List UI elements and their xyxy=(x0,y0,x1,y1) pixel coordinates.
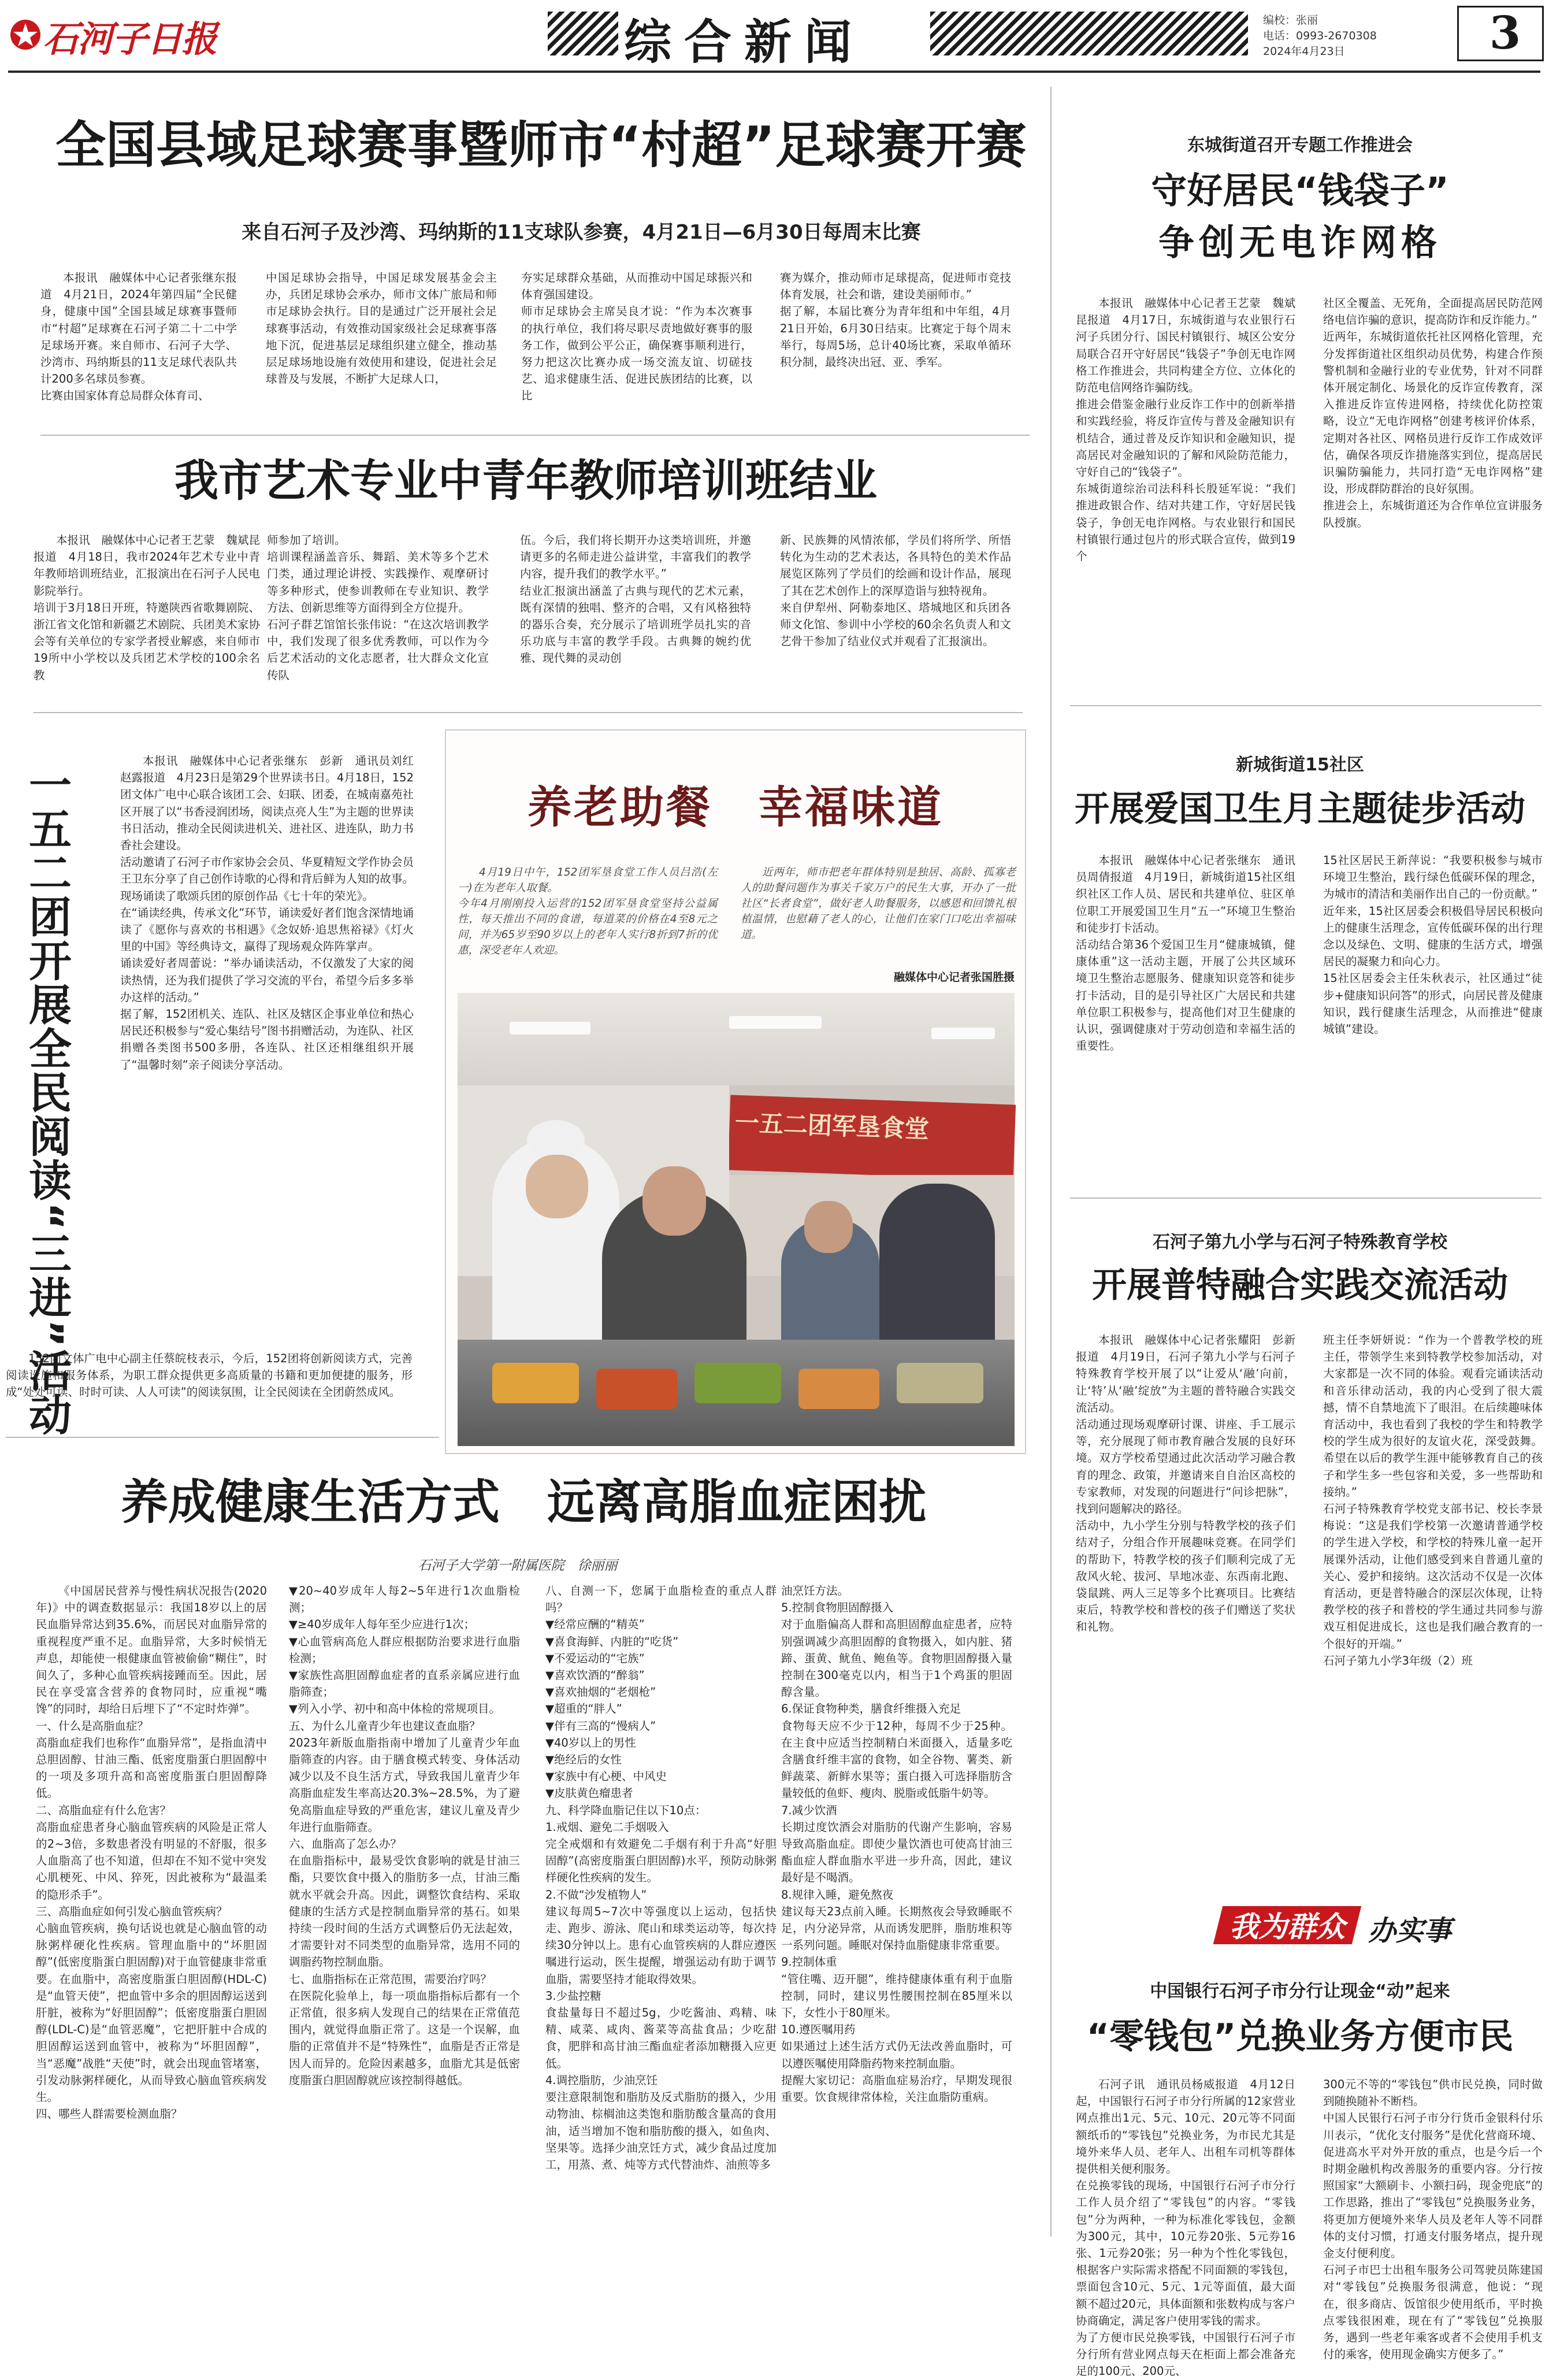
masthead-rule xyxy=(8,71,1540,73)
school-headline: 开展普特融合实践交流活动 xyxy=(1092,1265,1508,1306)
editor-info xyxy=(1263,13,1431,60)
health-col-1: 《中国居民营养与慢性病状况报告(2020年)》中的调查数据显示：我国18岁以上的居民血脂异常达到35.6%，而居民对血脂异常的重视程度严重不足。血脂异常，大多时候悄无声息，却能使一根健康血管被偷偷“糊住”，时间久了，多种心血管疾病接踵而至。因此，居民在享受富含营养的食物同时，应重视“嘴馋”的同时，却给日后埋下了“不定时炸弹”。 一、什么是高脂血症？ 高脂血症我们也称作“血脂异常”，是指血清中总胆固醇、甘油三酯、低密度脂蛋白胆固醇中的一项及多项升高和高密度脂蛋白胆固醇降低。 二、高脂血症有什么危害？ 高脂血症患者身心脑血管疾病的风险是正常人的2~3倍，多数患者没有明显的不舒服，很多人血脂高了也不知道，但却在不知不觉中突发心肌梗死、中风、猝死，因此被称为“最温柔的隐形杀手”。 三、高脂血症如何引发心脑血管疾病？ 心脑血管疾病，换句话说也就是心脑血管的动脉粥样硬化性疾病。管理血脂中的“坏胆固醇”(低密度脂蛋白胆固醇)对于血管健康非常重要。在血脂中，高密度脂蛋白胆固醇(HDL-C)是“血管天使”，把血管中多余的胆固醇运送到肝脏，被称为“好胆固醇”；低密度脂蛋白胆固醇(LDL-C)是“血管恶魔”，它把肝脏中合成的胆固醇运送到血管中，被称为“坏胆固醇”，当“恶魔”战胜“天使”时，就会出现血管堵塞，引发动脉粥样硬化，从而导致心脑血管疾病发生。 四、哪些人群需要检测血脂？ xyxy=(36,1584,267,2121)
bank-headline: “零钱包”兑换业务方便市民 xyxy=(1086,2016,1514,2057)
bank-col-1: 石河子讯 通讯员杨威报道 4月12日起，中国银行石河子市分行所属的12家营业网点推出1元、5元、10元、20元等不同面额纸币的“零钱包”兑换业务，为市民尤其是境外来华人员、老年人、出租车司机等群体提供相关便利服务。 在兑换零钱的现场，中国银行石河子市分行工作人员介绍了“零钱包”的内容。“零钱包”分为两种，一种为标准化零钱包，金额为300元，其中，10元券20张、5元券16张、1元券20张；另一种为个性化零钱包，根据客户实际需求搭配不同面额的零钱包，票面包含10元、5元、1元等面值，最大面额不超过20元，具体面额和张数构成与客户协商确定，满足客户使用零钱的需求。 为了方便市民兑换零钱，中国银行石河子市分行所有营业网点每天在柜面上都会准备充足的100元、200元、 xyxy=(1076,2078,1295,2378)
issue-date: 2024年4月23日 xyxy=(1263,45,1345,58)
canteen-photo xyxy=(458,993,1015,1446)
elderly-caption-left: 4月19日中午，152团军垦食堂工作人员吕浩(左一)在为老年人取餐。 今年4月刚刚投入运营的152团军垦食堂坚持公益属性，每天推出不同的食谱，每道菜的价格在4至8元之间，并为65岁至90岁以上的老年人实行8折到7折的优惠，深受老年人欢迎。 xyxy=(458,866,718,957)
art-headline: 我市艺术专业中青年教师培训班结业 xyxy=(174,455,877,506)
school-col-1: 本报讯 融媒体中心记者张耀阳 彭新报道 4月19日，石河子第九小学与石河子特殊教育学校开展了以“让爱从‘融’向前，让‘特’从‘融’绽放”为主题的普特融合实践交流活动。 活动通过现场观摩研讨课、讲座、手工展示等，充分展现了师市教育融合发展的良好环境。双方学校希望通过此次活动学习融合教育的理念、政策，并邀请来自自治区高校的专家教师，对发现的问题进行“问诊把脉”，找到问题解决的路径。 活动中，九小学生分别与特教学校的孩子们结对子，分组合作开展趣味竞赛。在同学们的帮助下，特教学校的孩子们顺利完成了无敌风火轮、拔河、旱地冰壶、东西南北跑、袋鼠跳、两人三足等多个比赛项目。比赛结束后，特教学校和普校的孩子们赠送了奖状和礼物。 xyxy=(1076,1333,1295,1634)
school-kicker: 石河子第九小学与石河子特殊教育学校 xyxy=(1153,1232,1447,1252)
xincheng-col-2: 15社区居民王新萍说：“我要积极参与城市环境卫生整治，践行绿色低碳环保的理念，为城市的清洁和美丽作出自己的一份贡献。” 近年来，15社区居委会积极倡导居民积极向上的健康生活理念，宣传低碳环保的出行理念以及绿色、文明、健康的生活方式，增强居民的凝聚力和向心力。 15社区居委会主任朱秋表示，社区通过“徒步+健康知识问答”的形式，向居民普及健康知识，践行健康生活理念，从而推进“健康城镇”建设。 xyxy=(1323,854,1543,1036)
banner-black-text: 办实事 xyxy=(1368,1915,1452,1947)
health-col-4: 油烹饪方法。 5.控制食物胆固醇摄入 对于血脂偏高人群和高胆固醇血症患者，应特别强调减少高胆固醇的食物摄入，如内脏、猪蹄、蛋黄、鱿鱼、鲍鱼等。食物胆固醇摄入量控制在300毫克以内，相当于1个鸡蛋的胆固醇含量。 6.保证食物种类，膳食纤维摄入充足 食物每天应不少于12种，每周不少于25种。在主食中应适当控制精白米面摄入，适量多吃含膳食纤维丰富的食物，如全谷物、薯类、新鲜蔬菜、新鲜水果等；蛋白摄入可选择脂肪含量较低的鱼虾、瘦肉、脱脂或低脂牛奶等。 7.减少饮酒 长期过度饮酒会对脂肪的代谢产生影响，容易导致高脂血症。即使少量饮酒也可使高甘油三酯血症人群血脂水平进一步升高，因此，建议最好是不喝酒。 8.规律入睡，避免熬夜 建议每天23点前入睡。长期熬夜会导致睡眠不足，内分泌异常，从而诱发肥胖，脂肪堆积等一系列问题。睡眠对保持血脂健康非常重要。 9.控制体重 “管住嘴、迈开腿”，维持健康体重有利于血脂控制，同时，建议男性腰围控制在85厘米以下，女性小于80厘米。 10.遵医嘱用药 如果通过上述生活方式仍无法改善血脂时，可以遵医嘱使用降脂药物来控制血脂。 提醒大家切记：高脂血症易治疗，早期发现很重要。饮食规律常体检，关注血脂防重病。 xyxy=(781,1584,1012,2104)
east-street-divider xyxy=(1070,705,1541,706)
football-col-1: 本报讯 融媒体中心记者张继东报道 4月21日，2024年第四届“全民健身，健康中国”全国县域足球赛事暨师市“村超”足球赛在石河子第二十二中学足球场开赛。来自师市、石河子大学、沙湾市、玛纳斯县的11支足球代表队共计200多名球员参赛。 比赛由国家体育总局群众体育司、 xyxy=(40,271,237,403)
health-col-2: ▼20~40岁成年人每2~5年进行1次血脂检测； ▼≥40岁成年人每年至少应进行1次； ▼心血管病高危人群应根据防治要求进行血脂检测； ▼家族性高胆固醇血症者的直系亲属应进行血脂筛查； ▼列入小学、初中和高中体检的常规项目。 五、为什么儿童青少年也建议查血脂？ 2023年新版血脂指南中增加了儿童青少年血脂筛查的内容。由于膳食模式转变、身体活动减少以及不良生活方式，导致我国儿童青少年高脂血症发生率高达20.3%~28.5%，为了避免高脂血症导致的严重危害，建议儿童及青少年进行血脂筛查。 六、血脂高了怎么办？ 在血脂指标中，最易受饮食影响的就是甘油三酯，只要饮食中摄入的脂肪多一点，甘油三酯就水平就会升高。因此，调整饮食结构、采取健康的生活方式是控制血脂异常的基石。如果持续一段时间的生活方式调整后仍无法起效，才需要针对不同类型的血脂异常，选用不同的调脂药物控制血脂。 七、血脂指标在正常范围，需要治疗吗？ 在医院化验单上，每一项血脂指标后都有一个正常值，很多病人发现自己的结果在正常值范围内，就觉得血脂正常了。这是一个误解，血脂的正常值并不是“特殊性”，血脂是否正常是因人而异的。危险因素越多，血脂尤其是低密度脂蛋白胆固醇就应该控制得越低。 xyxy=(289,1584,520,2087)
editor-name: 编校：张丽 xyxy=(1263,14,1318,27)
east-street-kicker: 东城街道召开专题工作推进会 xyxy=(1187,135,1413,155)
elderly-caption-right: 近两年，师市把老年群体特别是独居、高龄、孤寡老人的助餐问题作为事关千家万户的民生大事，开办了一批社区“长者食堂”，做好老人助餐服务，以感恩和回馈礼根植温情，也慰藉了老人的心，让他们在家门口吃出幸福味道。 xyxy=(741,866,1016,941)
football-subtitle: 来自石河子及沙湾、玛纳斯的11支球队参赛，4月21日—6月30日每周末比赛 xyxy=(242,221,921,244)
right-column-rule xyxy=(1050,87,1052,2237)
reading-tail: 152团文体广电中心副主任蔡皖枝表示，今后，152团将创新阅读方式，完善阅读设施和服务体系，为职工群众提供更多高质量的书籍和更加便捷的服务，形成“处处可读、时时可读、人人可读”的阅读氛围，让全民阅读在全团蔚然成风。 xyxy=(6,1352,413,1399)
football-col-2: 中国足球协会指导，中国足球发展基金会主办，兵团足球协会承办，师市文体广旅局和师市足球协会执行。目的是通过广泛开展社会足球赛事活动，有效推动国家级社会足球赛事落地下沉，促进基层足球组织建立健全，推动基层足球场地设施有效使用和建设，促进社会足球普及与发展，不断扩大足球人口， xyxy=(266,271,497,386)
section-title: 综合新闻 xyxy=(624,15,865,70)
health-col-3: 八、自测一下，您属于血脂检查的重点人群吗？ ▼经常应酬的“精英” ▼喜食海鲜、内脏的“吃货” ▼不爱运动的“宅族” ▼喜欢饮酒的“醉翁” ▼喜欢抽烟的“老烟枪” ▼超重的“胖人” ▼伴有三高的“慢病人” ▼40岁以上的男性 ▼绝经后的女性 ▼家族中有心梗、中风史 ▼皮肤黄色瘤患者 九、科学降血脂记住以下10点： 1.戒烟、避免二手烟吸入 完全戒烟和有效避免二手烟有利于升高“好胆固醇”(高密度脂蛋白胆固醇)水平，预防动脉粥样硬化性疾病的发生。 2.不做“沙发植物人” 建议每周5~7次中等强度以上运动，包括快走、跑步、游泳、爬山和球类运动等，每次持续30分钟以上。患有心血管疾病的人群应遵医嘱进行运动，医生提醒，增强运动有助于调节血脂，需要坚持才能取得效果。 3.少盐控糖 食盐量每日不超过5g，少吃酱油、鸡精、味精、咸菜、咸肉、酱菜等高盐食品；少吃甜食，肥胖和高甘油三酯血症者添加糖摄入应更低。 4.调控脂肪，少油烹饪 要注意限制饱和脂肪及反式脂肪的摄入，少用动物油、棕榈油这类饱和脂肪酸含量高的食用油，适当增加不饱和脂肪酸的摄入，如鱼肉、坚果等。选择少油烹饪方式，减少食品过度加工，用蒸、煮、炖等方式代替油炸、油煎等多 xyxy=(545,1584,777,2171)
health-top-rule xyxy=(6,1437,439,1438)
page-number: 3 xyxy=(1489,7,1521,60)
health-source: 石河子大学第一附属医院 徐丽丽 xyxy=(418,1558,618,1573)
reading-headline: 一五二团开展全民阅读“三进”活动 xyxy=(22,763,72,1437)
art-col-3: 伍。今后，我们将长期开办这类培训班，并邀请更多的名师走进公益讲堂，丰富我们的教学内容，提升我们的教学水平。” 结业汇报演出涵盖了古典与现代的艺术元素，既有深情的独唱、整齐的合唱，又有风格独特的器乐合奏，充分展示了培训班学员扎实的音乐功底与丰富的教学手段。古典舞的婉约优雅、现代舞的灵动创 xyxy=(520,533,751,665)
football-headline: 全国县域足球赛事暨师市“村超”足球赛开赛 xyxy=(55,116,1027,175)
art-divider xyxy=(34,712,1023,713)
newspaper-logo: 石河子日报 xyxy=(43,18,217,60)
logo-star-icon xyxy=(8,17,43,52)
canteen-sign-text: 一五二团军垦食堂 xyxy=(734,1108,930,1144)
football-col-4: 赛为媒介，推动师市足球提高，促进师市竞技体育发展，社会和谐，建设美丽师市。” 据了解，本届比赛分为青年组和中年组，4月21日开始，6月30日结束。比赛定于每个周末举行，每周5场，总计40场比赛，采取单循环积分制，最终决出冠、亚、季军。 xyxy=(780,271,1011,369)
section-pattern xyxy=(548,12,618,55)
east-street-headline-2: 争创无电诈网格 xyxy=(1158,221,1442,264)
section-pattern-right xyxy=(930,12,1248,55)
bank-kicker: 中国银行石河子市分行让现金“动”起来 xyxy=(1150,1981,1450,2001)
elderly-headline: 养老助餐 幸福味道 xyxy=(528,781,943,833)
bank-col-2: 300元不等的“零钱包”供市民兑换，同时做到随换随补不断档。 中国人民银行石河子市分行货币金银科付乐川表示，“优化支付服务”是优化营商环境、促进高水平对外开放的重点，也是今后一个时期金融机构改善服务的重要内容。分行按照国家“大额刷卡、小额扫码，现金兜底”的工作思路，推出了“零钱包”兑换服务业务，将更加方便境外来华人员及老年人等不同群体的支付习惯，打通支付服务堵点，提升现金支付便利度。 石河子市巴士出租车服务公司驾驶员陈建国对“零钱包”兑换服务很满意，他说：“现在，很多商店、饭馆很少使用纸币，平时换点零钱很困难，现在有了“零钱包”兑换服务，遇到一些老年乘客或者不会使用手机支付的乘客，使用现金确实方便多了。” xyxy=(1323,2078,1543,2362)
xincheng-col-1: 本报讯 融媒体中心记者张继东 通讯员周倩报道 4月19日，新城街道15社区组织社区工作人员、居民和共建单位、驻区单位职工开展爱国卫生月“五一”环境卫生整治和徒步打卡活动。 活动结合第36个爱国卫生月“健康城镇，健康体重”这一活动主题，开展了公共区域环境卫生整治志愿服务、健康知识竞答和徒步打卡活动，目的是引导社区广大居民和共建单位职工积极参与，提高他们对卫生健康的认识，强调健康对于劳动创造和幸福生活的重要性。 xyxy=(1076,854,1295,1053)
east-street-col-1: 本报讯 融媒体中心记者王艺蒙 魏斌昆报道 4月17日，东城街道与农业银行石河子兵团分行、国民村镇银行、城区公安分局联合召开守好居民“钱袋子”争创无电诈网格工作推进会，共同构建全方位、立体化的防范电信网络诈骗防线。 推进会借鉴金融行业反诈工作中的创新举措和实践经验，将反诈宣传与普及金融知识有机结合，通过普及反诈知识和金融知识，提高居民对金融知识的了解和风险防范能力，守好自己的“钱袋子”。 东城街道综治司法科科长殷延军说：“我们推进政银合作、结对共建工作，守好居民钱袋子，争创无电诈网格。与农业银行和国民村镇银行通过包片的形式联合宣传，做到19个 xyxy=(1076,296,1295,564)
football-divider xyxy=(40,435,1030,436)
school-col-2: 班主任李妍妍说：“作为一个普教学校的班主任，带领学生来到特教学校参加活动，对大家都是一次不同的体验。观看完诵读活动和音乐律动活动，我的内心受到了很大震撼，情不自禁地流下了眼泪。在后续趣味体育活动中，我也看到了我校的学生和特教学校的学生成为很好的友谊火花，深受鼓舞。希望在以后的教学生涯中能够教育自己的孩子和学生多一些包容和关爱，多一些帮助和接纳。” 石河子特殊教育学校党支部书记、校长李景梅说：“这是我们学校第一次邀请普通学校的学生进入学校，和学校的特殊儿童一起开展课外活动，让他们感受到来自普通儿童的关心、爱护和接纳。这次活动不仅是一次体育活动，更是普特融合的深层次体现，让特教学校的孩子和普校的学生通过共同参与游戏互相促进成长，这也是我们融合教育的一个很好的开端。” 石河子第九小学3年级（2）班 xyxy=(1323,1333,1543,1667)
service-banner xyxy=(1212,1901,1489,1948)
reading-body: 本报讯 融媒体中心记者张继东 彭新 通讯员刘红 赵露报道 4月23日是第29个世界读书日。4月18日，152团文体广电中心联合该团工会、妇联、团委，在城南嘉苑社区开展了以“书香浸润团场，阅读点亮人生”为主题的世界读书日活动，推动全民阅读进机关、进社区、进连队，助力书香社会建设。 活动邀请了石河子市作家协会会员、华夏精短文学作协会员王卫东分享了自己创作诗歌的心得和背后鲜为人知的故事。现场诵读了歌颂兵团的原创作品《七十年的荣光》。 在“诵读经典，传承文化”环节，诵读爱好者们饱含深情地诵读了《愿你与喜欢的书相遇》《念奴娇·追思焦裕禄》《灯火里的中国》等经典诗文，赢得了现场观众阵阵掌声。 诵读爱好者周蕾说：“举办诵读活动，不仅激发了大家的阅读热情，还为我们提供了学习交流的平台，希望今后多多举办这样的活动。” 据了解，152团机关、连队、社区及辖区企事业单位和热心居民还积极参与“爱心集结号”图书捐赠活动，为连队、社区捐赠各类图书500多册，各连队、社区还相继组织开展了“温馨时刻”亲子阅读分享活动。 xyxy=(120,754,414,1072)
xincheng-headline: 开展爱国卫生月主题徒步活动 xyxy=(1075,789,1525,829)
photo-credit: 融媒体中心记者张国胜摄 xyxy=(893,971,1015,984)
health-headline: 养成健康生活方式 远离高脂血症困扰 xyxy=(120,1475,926,1530)
east-street-headline-1: 守好居民“钱袋子” xyxy=(1151,169,1449,212)
xincheng-kicker: 新城街道15社区 xyxy=(1236,755,1364,775)
editor-phone: 电话：0993-2670308 xyxy=(1263,29,1377,42)
masthead xyxy=(0,0,1549,68)
art-col-4: 新、民族舞的风情浓郁，学员们将所学、所悟转化为生动的艺术表达，各具特色的美术作品展览区陈列了学员们的绘画和设计作品，展现了其在艺术创作上的深厚造诣与独特视角。 来自伊犁州、阿勒泰地区、塔城地区和兵团各师文化馆、参训中小学校的60余名负责人和文艺骨干参加了结业仪式并观看了汇报演出。 xyxy=(780,533,1011,648)
banner-red-text: 我为群众 xyxy=(1229,1910,1345,1944)
xincheng-divider xyxy=(1070,1198,1541,1199)
art-col-1: 本报讯 融媒体中心记者王艺蒙 魏斌昆报道 4月18日，我市2024年艺术专业中青年教师培训班结业，汇报演出在石河子人民电影院举行。 培训于3月18日开班，特邀陕西省歌舞剧院、浙江省文化馆和新疆艺术剧院、兵团美术家协会等有关单位的专家学者授业解惑，来自师市19所中小学校以及兵团艺术学校的100余名教 xyxy=(34,533,260,682)
art-col-2: 师参加了培训。 培训课程涵盖音乐、舞蹈、美术等多个艺术门类，通过理论讲授、实践操作、观摩研讨等多种形式，使参训教师在专业知识、教学方法、创新思维等方面得到全方位提升。 石河子群艺馆馆长张伟说：“在这次培训教学中，我们发现了很多优秀教师，可以作为今后艺术活动的文化志愿者，壮大群众文化宣传队 xyxy=(267,533,489,682)
football-col-3: 夯实足球群众基础，从而推动中国足球振兴和体育强国建设。 师市足球协会主席吴良才说：“作为本次赛事的执行单位，我们将尽职尽责地做好赛事的服务工作，做到公平公正，确保赛事顺利进行，努力把这次比赛办成一场交流友谊、切磋技艺、追求健康生活、促进民族团结的比赛，以比 xyxy=(521,271,752,403)
east-street-col-2: 社区全覆盖、无死角，全面提高居民防范网络电信诈骗的意识，提高防诈和反诈能力。” 近两年，东城街道依托社区网格化管理，充分发挥街道社区组织动员优势，构建合作预警机制和金融行业的专业优势，针对不同群体开展定制化、场景化的反诈宣传教育，深入推进反诈宣传进网格，持续优化防控策略，设立“无电诈网格”创建考核评价体系，定期对各社区、网格员进行反诈工作成效评估，确保各项反诈措施落实到位，提高居民识骗防骗能力，共同打造“无电诈网格”建设，形成群防群治的良好氛围。 推进会上，东城街道还为合作单位宣讲服务队授旗。 xyxy=(1323,296,1543,529)
